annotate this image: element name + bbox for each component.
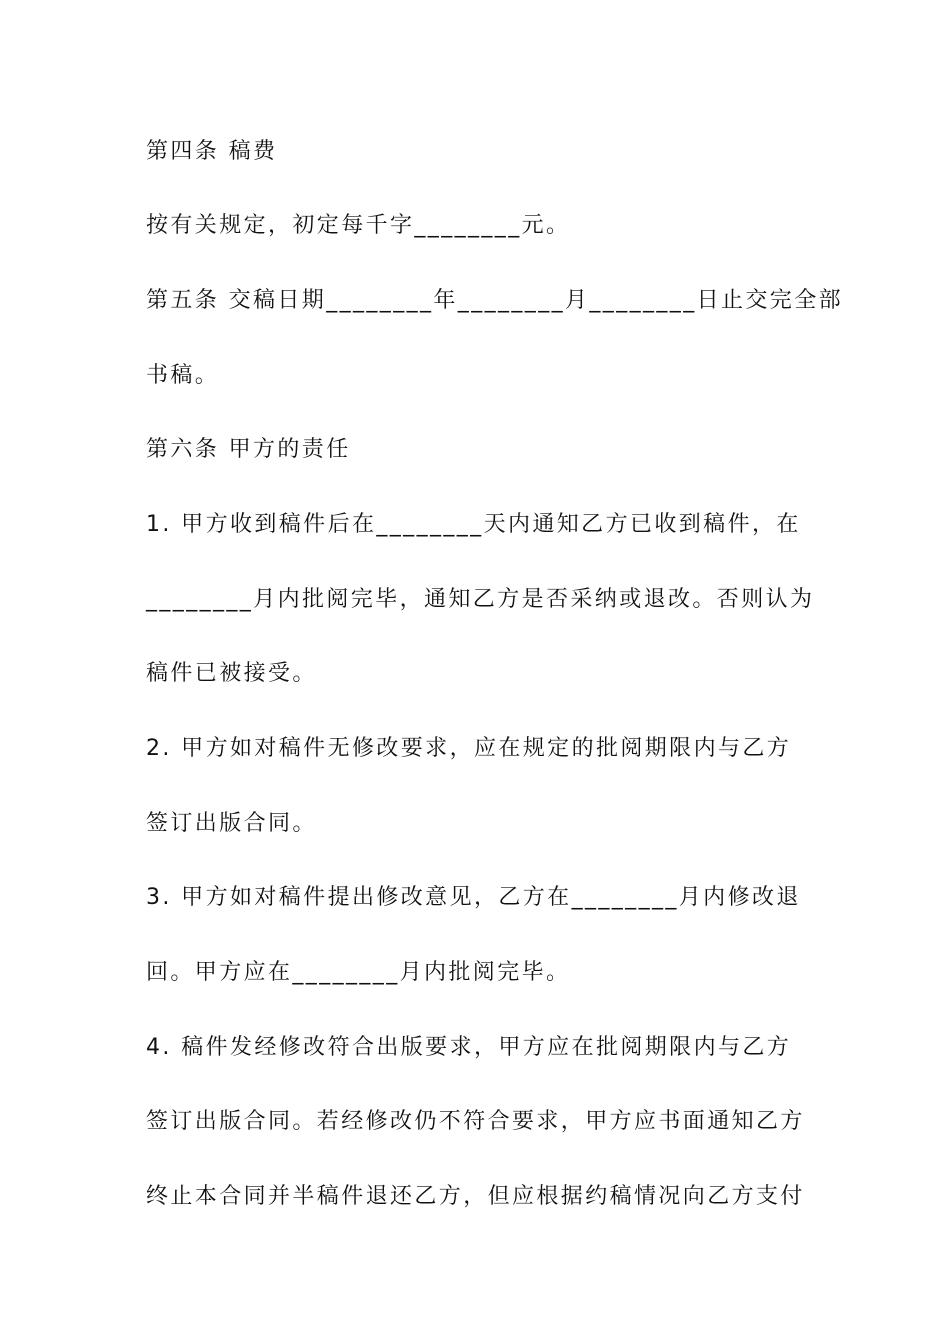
article-4-heading: 第四条 稿费 <box>146 139 278 164</box>
clause-1-text: 1. 甲方收到稿件后在________天内通知乙方已收到稿件，在 <box>146 512 801 537</box>
clause-4-text: 4. 稿件发经修改符合出版要求，甲方应在批阅期限内与乙方 <box>146 1035 792 1060</box>
clause-2-text: 2. 甲方如对稿件无修改要求，应在规定的批阅期限内与乙方 <box>146 736 792 761</box>
clause-1-text-end: 稿件已被接受。 <box>146 661 317 686</box>
clause-3-text: 3. 甲方如对稿件提出修改意见，乙方在________月内修改退 <box>146 885 801 910</box>
clause-4-text-cont: 签订出版合同。若经修改仍不符合要求，甲方应书面通知乙方 <box>146 1109 805 1134</box>
clause-1-text-cont: ________月内批阅完毕，通知乙方是否采纳或退改。否则认为 <box>146 587 815 612</box>
article-5-text-cont: 书稿。 <box>146 363 220 388</box>
article-6-heading: 第六条 甲方的责任 <box>146 437 351 462</box>
clause-3-text-cont: 回。甲方应在________月内批阅完毕。 <box>146 960 571 985</box>
clause-4-text-end: 终止本合同并半稿件退还乙方，但应根据约稿情况向乙方支付 <box>146 1184 805 1209</box>
article-5-text: 第五条 交稿日期________年________月________日止交完全部 <box>146 288 843 313</box>
article-4-text: 按有关规定，初定每千字________元。 <box>146 213 571 238</box>
clause-2-text-cont: 签订出版合同。 <box>146 811 317 836</box>
